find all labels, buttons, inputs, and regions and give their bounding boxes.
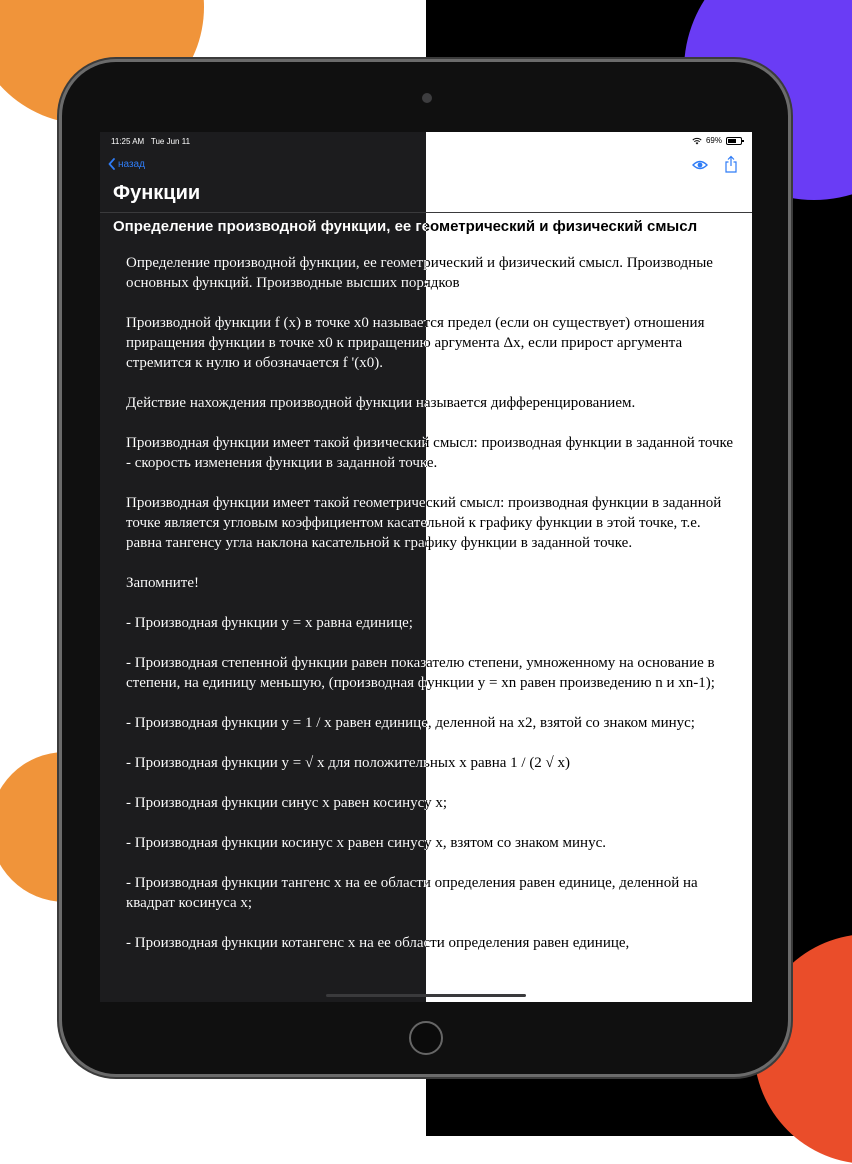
- paragraph: Производная функции имеет такой геометрический смысл: производная функции в заданной точке является угловым коэффициентом касательной к графику функции в этой точке, т.е. равна тангенсу угла наклона касательной к графику функции в заданной точке.: [126, 495, 722, 551]
- page-title: Функции: [113, 182, 201, 204]
- article-body: [126, 253, 736, 973]
- camera-icon: [422, 93, 432, 103]
- paragraph: - Производная функции тангенс x на ее области определения равен единице, деленной на квадрат косинуса x;: [126, 875, 698, 911]
- status-date-text: Tue Jun 11: [150, 137, 191, 146]
- home-button[interactable]: [409, 1021, 443, 1055]
- status-bar: [100, 132, 752, 150]
- scroll-indicator[interactable]: [326, 994, 526, 997]
- paragraph: Запомните!: [126, 575, 199, 591]
- paragraph: Производная функции имеет такой физический смысл: производная функции в заданной точке - скорость изменения функции в заданной точке.: [126, 435, 734, 471]
- paragraph: - Производная функции y = x равна единице;: [126, 615, 413, 631]
- back-label: назад: [118, 158, 145, 170]
- screen: [100, 132, 752, 1002]
- section-title: Определение производной функции, ее геометрический и физический смысл: [113, 218, 698, 235]
- paragraph: - Производная функции косинус x равен синусу x, взятом со знаком минус.: [126, 835, 606, 851]
- paragraph: Производной функции f (x) в точке x0 называется предел (если он существует) отношения приращения функции в точке x0 к приращению аргумента Δx, если прирост аргумента стремится к нулю и обозначается f '(x0).: [126, 315, 705, 371]
- chevron-left-icon: [108, 158, 115, 170]
- paragraph: - Производная функции котангенс x на ее области определения равен единице,: [126, 935, 630, 951]
- paragraph: - Производная функции y = 1 / x равен единице, деленной на x2, взятой со знаком минус;: [126, 715, 695, 731]
- section-title-wrap: [113, 218, 752, 242]
- paragraph: - Производная степенной функции равен показателю степени, умноженному на основание в степени, на единицу меньшую, (производная функции y = xn равен произведению n и xn-1);: [126, 655, 715, 691]
- battery-percent: 69%: [705, 136, 722, 145]
- status-time-text: 11:25 AM: [111, 137, 145, 146]
- paragraph: - Производная функции y = √ x для положительных x равна 1 / (2 √ x): [126, 755, 571, 771]
- paragraph: Определение производной функции, ее геометрический и физический смысл. Производные основных функций. Производные высших порядков: [126, 255, 713, 291]
- wifi-icon: [692, 137, 702, 145]
- app-content: [100, 132, 752, 1002]
- navigation-bar: [100, 152, 752, 178]
- eye-icon[interactable]: [692, 158, 708, 172]
- status-right: [692, 136, 742, 145]
- share-icon[interactable]: [724, 155, 738, 173]
- title-divider: [100, 212, 752, 213]
- back-button[interactable]: [108, 158, 145, 170]
- paragraph: - Производная функции синус x равен косинусу x;: [126, 795, 447, 811]
- status-time: [111, 137, 190, 146]
- battery-icon: [726, 137, 742, 145]
- paragraph: Действие нахождения производной функции называется дифференцированием.: [126, 395, 636, 411]
